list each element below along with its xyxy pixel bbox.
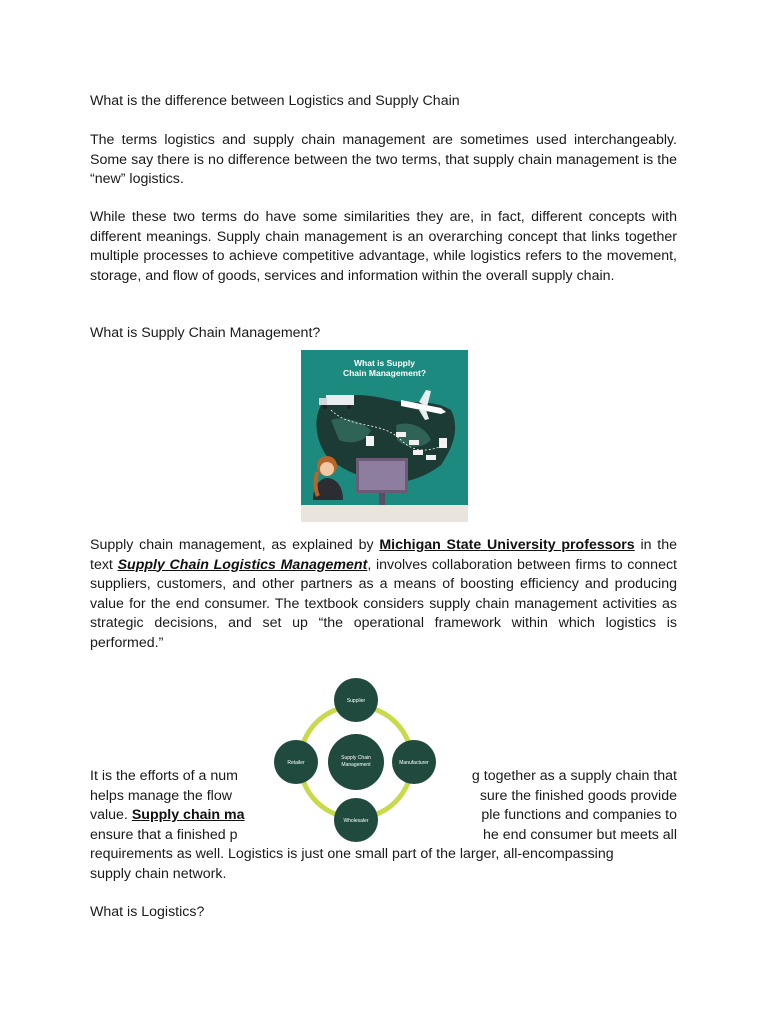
node-wholesaler-label: Wholesaler [343, 818, 369, 824]
node-manufacturer [392, 740, 436, 784]
desk-shape [301, 505, 468, 522]
link-supply-chain-management[interactable]: Supply chain ma [131, 807, 245, 823]
paragraph-differences: While these two terms do have some similarities they are, in fact, different concepts with different meanings. Supply chain management is an overarching concept that links together multiple processes to achieve competitive advantage, while logistics refers to the movement, storage, and flow of goods, services and information within the overall supply chain. [90, 209, 677, 284]
paragraph-scm-text2: in the text [90, 537, 677, 573]
paragraph-scm-text1: Supply chain management, as explained by [90, 537, 380, 553]
center-label-line2: Management [341, 762, 371, 768]
para4-line4-left: ensure that a finished p [90, 826, 238, 843]
illustration-title-line2: Chain Management? [342, 368, 427, 378]
node-supplier-label: Supplier [346, 698, 366, 704]
node-retailer-label: Retailer [287, 760, 305, 766]
illustration-title [301, 358, 468, 378]
para4-line6: supply chain network. [90, 865, 227, 882]
paragraph-intro: The terms logistics and supply chain management are sometimes used interchangeably. Some say there is no difference between the two terms, that supply chain management is the “new” logistics. [90, 132, 677, 187]
link-michigan-state-professors[interactable]: Michigan State University professors [379, 537, 635, 553]
para4-line3-right: ple functions and companies to [481, 807, 677, 823]
supply-chain-illustration [301, 350, 468, 522]
heading-what-is-logistics: What is Logistics? [90, 904, 205, 920]
illustration-title-line1: What is Supply [354, 358, 415, 368]
para4-line3-left: value. [90, 807, 132, 823]
para4-line1-right: g together as a supply chain that [471, 768, 677, 784]
para4-line2-right: sure the finished goods provide [479, 787, 677, 804]
para4-line1-left: It is the efforts of a num [90, 768, 238, 784]
link-supply-chain-logistics-management[interactable]: Supply Chain Logistics Management [117, 556, 368, 573]
center-label-line1: Supply Chain [341, 755, 371, 761]
node-supplier [334, 678, 378, 722]
supply-chain-cycle-diagram [272, 677, 440, 842]
node-wholesaler [334, 798, 378, 842]
para4-line2-left: helps manage the flow [90, 787, 232, 804]
node-manufacturer-label: Manufacturer [399, 760, 429, 766]
paragraph-scm-definition [90, 536, 677, 653]
node-retailer [274, 740, 318, 784]
center-node [328, 734, 384, 790]
heading-logistics-vs-supply-chain: What is the difference between Logistics and Supply Chain [90, 93, 460, 109]
para4-line5: requirements as well. Logistics is just one small part of the larger, all-encompassing [90, 846, 614, 862]
computer-icon [356, 458, 408, 505]
para4-line4-right: he end consumer but meets all [482, 826, 677, 843]
paragraph-scm-text3: , involves collaboration between firms to connect suppliers, customers, and other partners as a means of boosting efficiency and producing value for the end consumer. The textbook considers supply chain management activities as strategic decisions, and set up “the operational framework within which logistics is performed.” [90, 556, 677, 651]
heading-supply-chain-management: What is Supply Chain Management? [90, 325, 321, 341]
